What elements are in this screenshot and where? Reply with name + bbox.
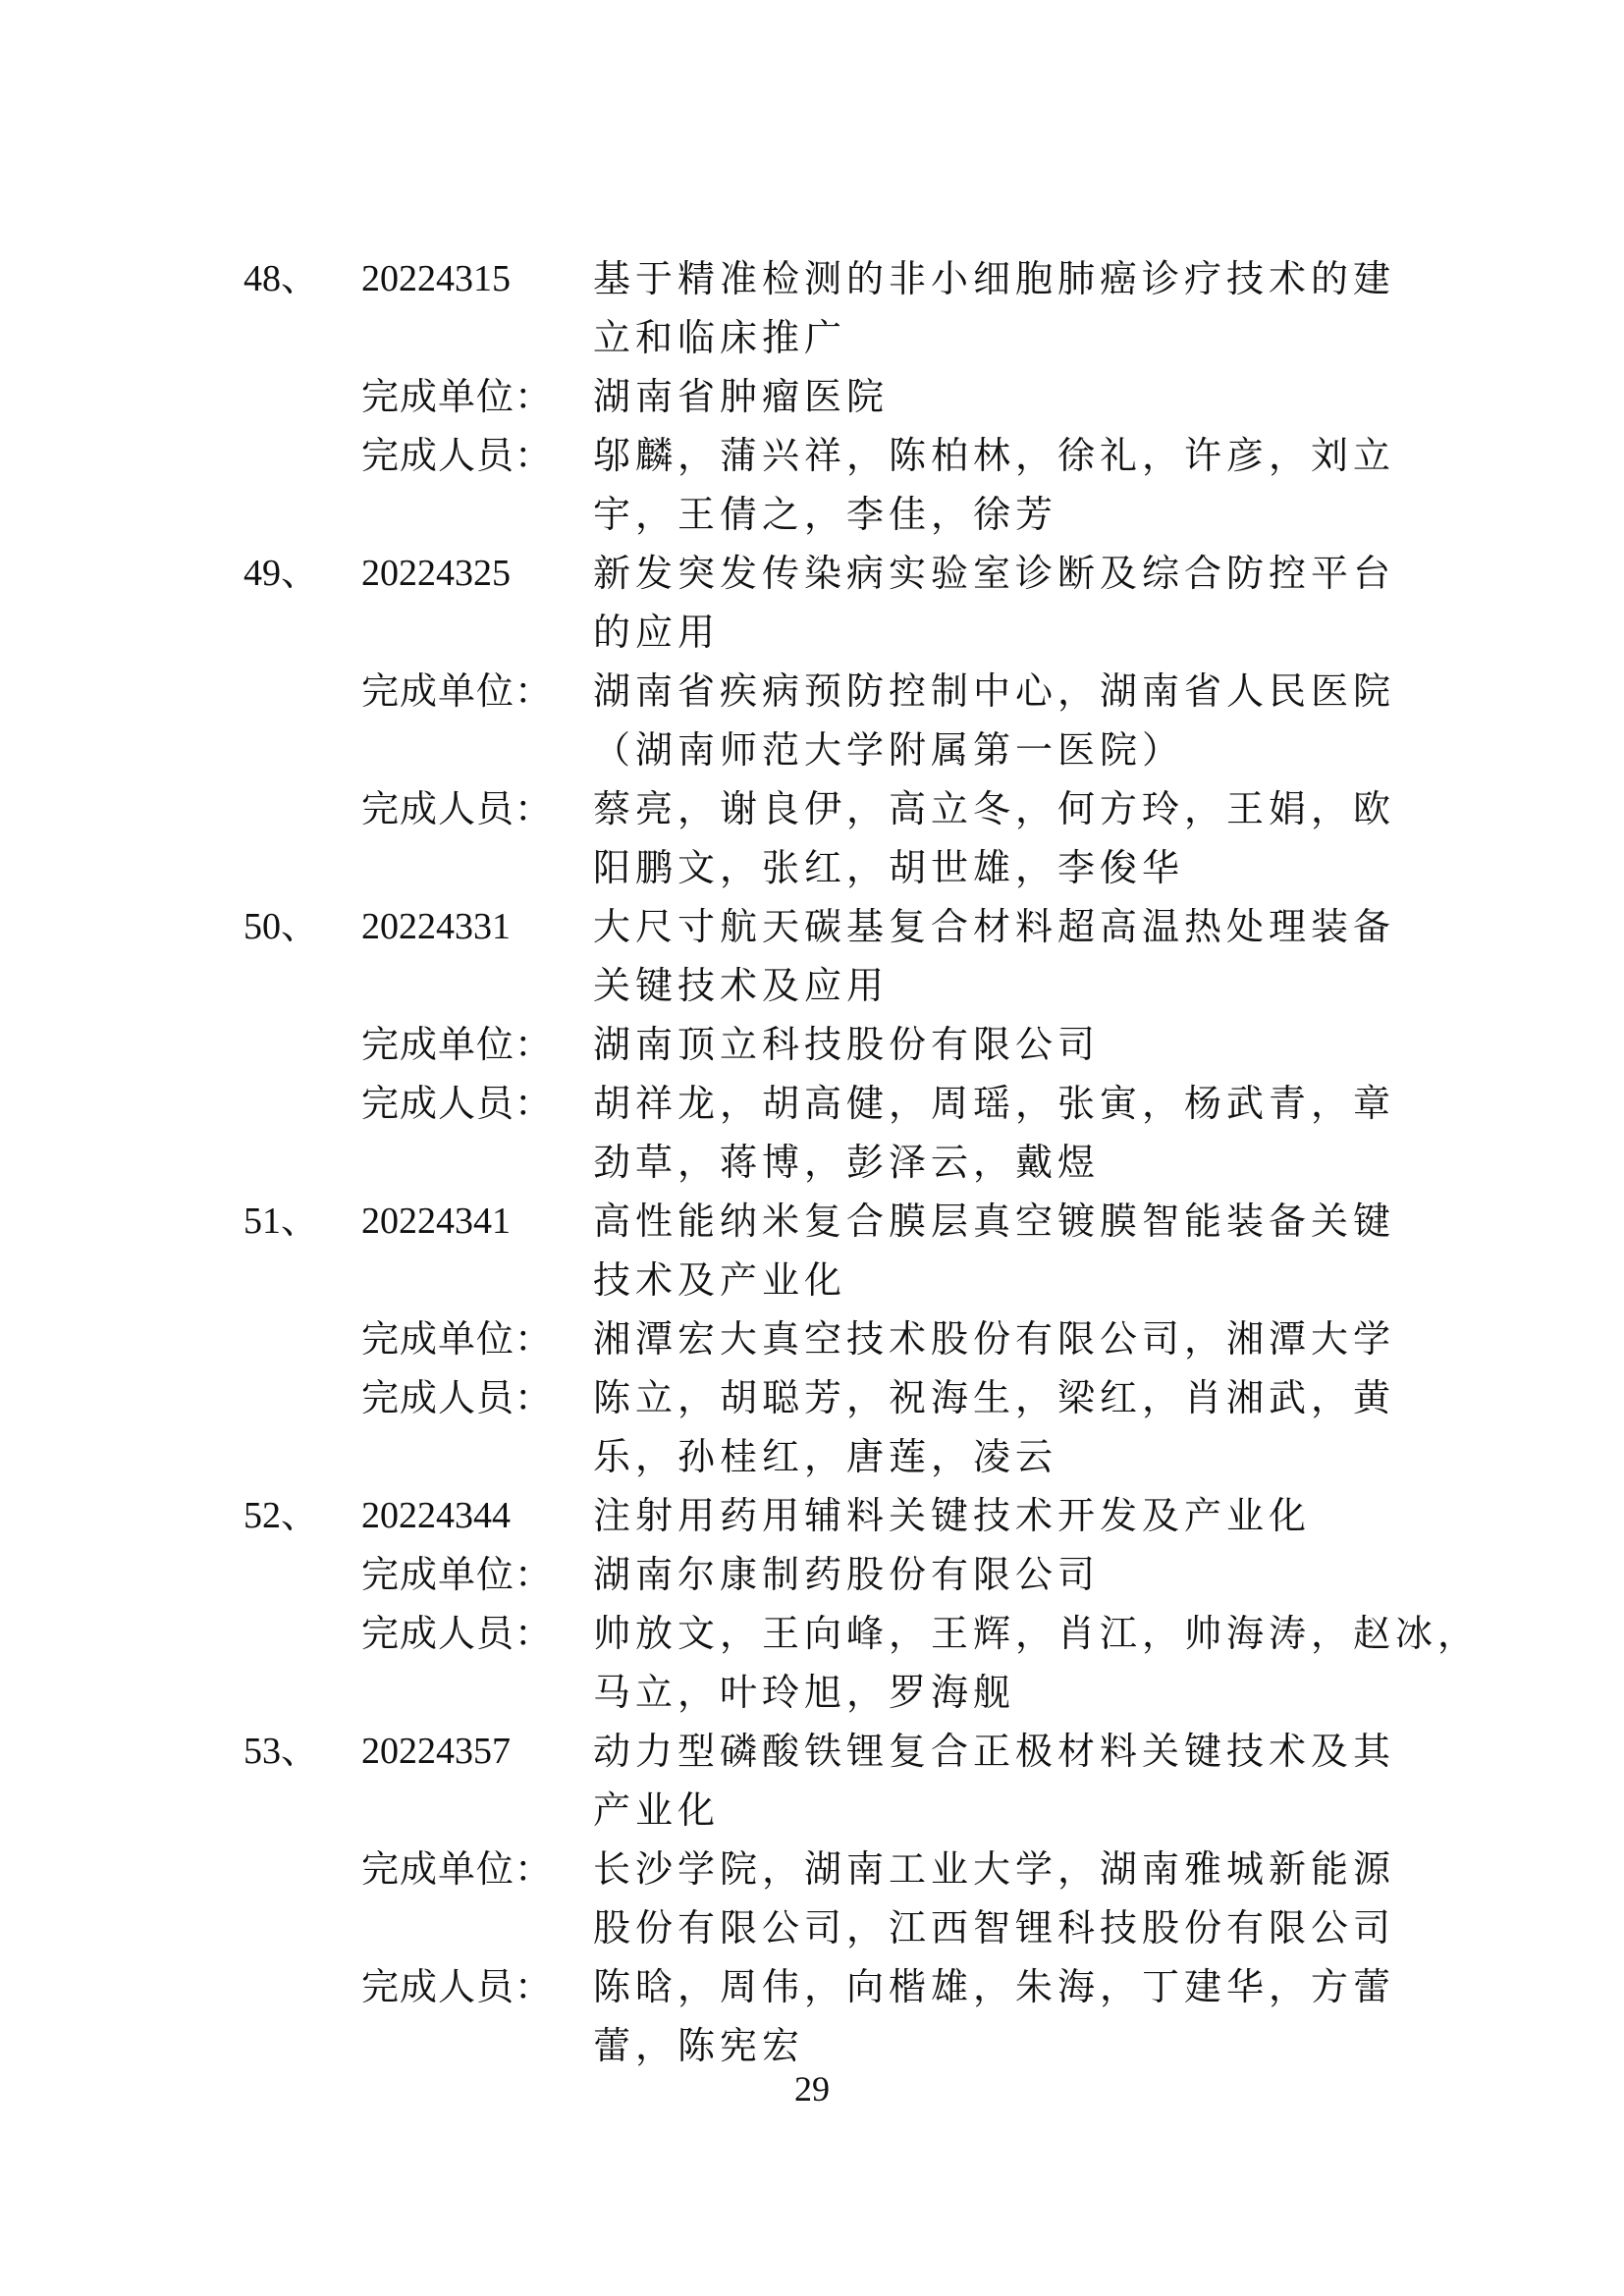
entry-title-row	[0, 897, 1624, 956]
unit-label: 完成单位：	[361, 1553, 554, 1596]
unit-label: 完成单位：	[361, 1847, 554, 1891]
entry-title-line: 产业化	[593, 1789, 721, 1832]
entry-number: 51、	[244, 1201, 319, 1242]
entry-unit-line: （湖南师范大学附属第一医院）	[593, 728, 1185, 772]
award-entry	[0, 1722, 1624, 2075]
entry-unit-row	[0, 1309, 1624, 1368]
entry-title-row	[0, 603, 1624, 662]
entry-unit-row	[0, 1015, 1624, 1074]
entry-unit-line: 湖南省疾病预防控制中心，湖南省人民医院	[593, 669, 1396, 713]
entry-people-line: 陈立，胡聪芳，祝海生，梁红，肖湘武，黄	[593, 1376, 1396, 1419]
entry-title-line: 注射用药用辅料关键技术开发及产业化	[593, 1494, 1312, 1537]
entry-unit-row	[0, 1898, 1624, 1957]
entry-unit-row	[0, 367, 1624, 426]
entry-code: 20224325	[361, 553, 511, 594]
entry-unit-line: 湘潭宏大真空技术股份有限公司，湘潭大学	[593, 1317, 1396, 1361]
entry-people-line: 阳鹏文，张红，胡世雄，李俊华	[593, 846, 1185, 889]
entry-title-line: 动力型磷酸铁锂复合正极材料关键技术及其	[593, 1730, 1396, 1773]
entry-people-line: 劲草，蒋博，彭泽云，戴煜	[593, 1141, 1101, 1184]
award-list	[0, 249, 1624, 2075]
entry-people-line: 帅放文，王向峰，王辉，肖江，帅海涛，赵冰，	[593, 1612, 1481, 1655]
entry-code: 20224344	[361, 1495, 511, 1536]
entry-people-line: 乐，孙桂红，唐莲，凌云	[593, 1435, 1058, 1478]
entry-number: 52、	[244, 1495, 319, 1536]
entry-title-row	[0, 1722, 1624, 1781]
entry-people-line: 宇，王倩之，李佳，徐芳	[593, 493, 1058, 536]
entry-people-line: 胡祥龙，胡高健，周瑶，张寅，杨武青，章	[593, 1082, 1396, 1125]
entry-title-row	[0, 1486, 1624, 1545]
entry-title-row	[0, 1192, 1624, 1251]
entry-people-line: 马立，叶玲旭，罗海舰	[593, 1671, 1016, 1714]
entry-title-line: 的应用	[593, 611, 721, 654]
entry-people-row	[0, 1427, 1624, 1486]
entry-title-row	[0, 249, 1624, 308]
entry-people-line: 邬麟，蒲兴祥，陈柏林，徐礼，许彦，刘立	[593, 434, 1396, 477]
people-label: 完成人员：	[361, 1612, 554, 1655]
entry-title-row	[0, 544, 1624, 603]
entry-title-line: 高性能纳米复合膜层真空镀膜智能装备关键	[593, 1200, 1396, 1243]
entry-title-row	[0, 1781, 1624, 1840]
entry-code: 20224341	[361, 1201, 511, 1242]
unit-label: 完成单位：	[361, 1317, 554, 1361]
entry-title-line: 关键技术及应用	[593, 964, 890, 1007]
entry-people-line: 陈晗，周伟，向楷雄，朱海，丁建华，方蕾	[593, 1965, 1396, 2008]
people-label: 完成人员：	[361, 1965, 554, 2008]
entry-title-line: 基于精准检测的非小细胞肺癌诊疗技术的建	[593, 257, 1396, 300]
people-label: 完成人员：	[361, 787, 554, 830]
entry-title-row	[0, 308, 1624, 367]
entry-title-line: 新发突发传染病实验室诊断及综合防控平台	[593, 552, 1396, 595]
entry-title-line: 大尺寸航天碳基复合材料超高温热处理装备	[593, 905, 1396, 948]
entry-people-row	[0, 838, 1624, 897]
entry-unit-row	[0, 721, 1624, 779]
entry-unit-row	[0, 1840, 1624, 1898]
entry-title-row	[0, 1251, 1624, 1309]
unit-label: 完成单位：	[361, 375, 554, 418]
entry-number: 49、	[244, 553, 319, 594]
award-entry	[0, 1486, 1624, 1722]
entry-people-row	[0, 1604, 1624, 1663]
entry-number: 48、	[244, 258, 319, 299]
award-entry	[0, 544, 1624, 897]
people-label: 完成人员：	[361, 1082, 554, 1125]
entry-code: 20224331	[361, 906, 511, 947]
unit-label: 完成单位：	[361, 1023, 554, 1066]
entry-people-row	[0, 426, 1624, 485]
entry-unit-line: 股份有限公司，江西智锂科技股份有限公司	[593, 1906, 1396, 1949]
entry-unit-row	[0, 1545, 1624, 1604]
entry-number: 50、	[244, 906, 319, 947]
entry-people-row	[0, 485, 1624, 544]
entry-people-row	[0, 1133, 1624, 1192]
entry-people-row	[0, 1663, 1624, 1722]
entry-people-row	[0, 779, 1624, 838]
award-entry	[0, 897, 1624, 1192]
entry-unit-line: 湖南顶立科技股份有限公司	[593, 1023, 1101, 1066]
entry-title-line: 立和临床推广	[593, 316, 847, 359]
entry-code: 20224357	[361, 1731, 511, 1772]
entry-people-row	[0, 1957, 1624, 2016]
entry-title-row	[0, 956, 1624, 1015]
award-entry	[0, 1192, 1624, 1486]
entry-unit-line: 长沙学院，湖南工业大学，湖南雅城新能源	[593, 1847, 1396, 1891]
people-label: 完成人员：	[361, 434, 554, 477]
entry-people-row	[0, 1368, 1624, 1427]
entry-people-row	[0, 1074, 1624, 1133]
entry-unit-line: 湖南省肿瘤医院	[593, 375, 890, 418]
entry-code: 20224315	[361, 258, 511, 299]
entry-title-line: 技术及产业化	[593, 1258, 847, 1302]
award-entry	[0, 249, 1624, 544]
entry-people-line: 蔡亮，谢良伊，高立冬，何方玲，王娟，欧	[593, 787, 1396, 830]
unit-label: 完成单位：	[361, 669, 554, 713]
entry-unit-row	[0, 662, 1624, 721]
entry-people-line: 蕾，陈宪宏	[593, 2024, 805, 2067]
people-label: 完成人员：	[361, 1376, 554, 1419]
page-number: 29	[794, 2069, 830, 2109]
entry-unit-line: 湖南尔康制药股份有限公司	[593, 1553, 1101, 1596]
entry-number: 53、	[244, 1731, 319, 1772]
